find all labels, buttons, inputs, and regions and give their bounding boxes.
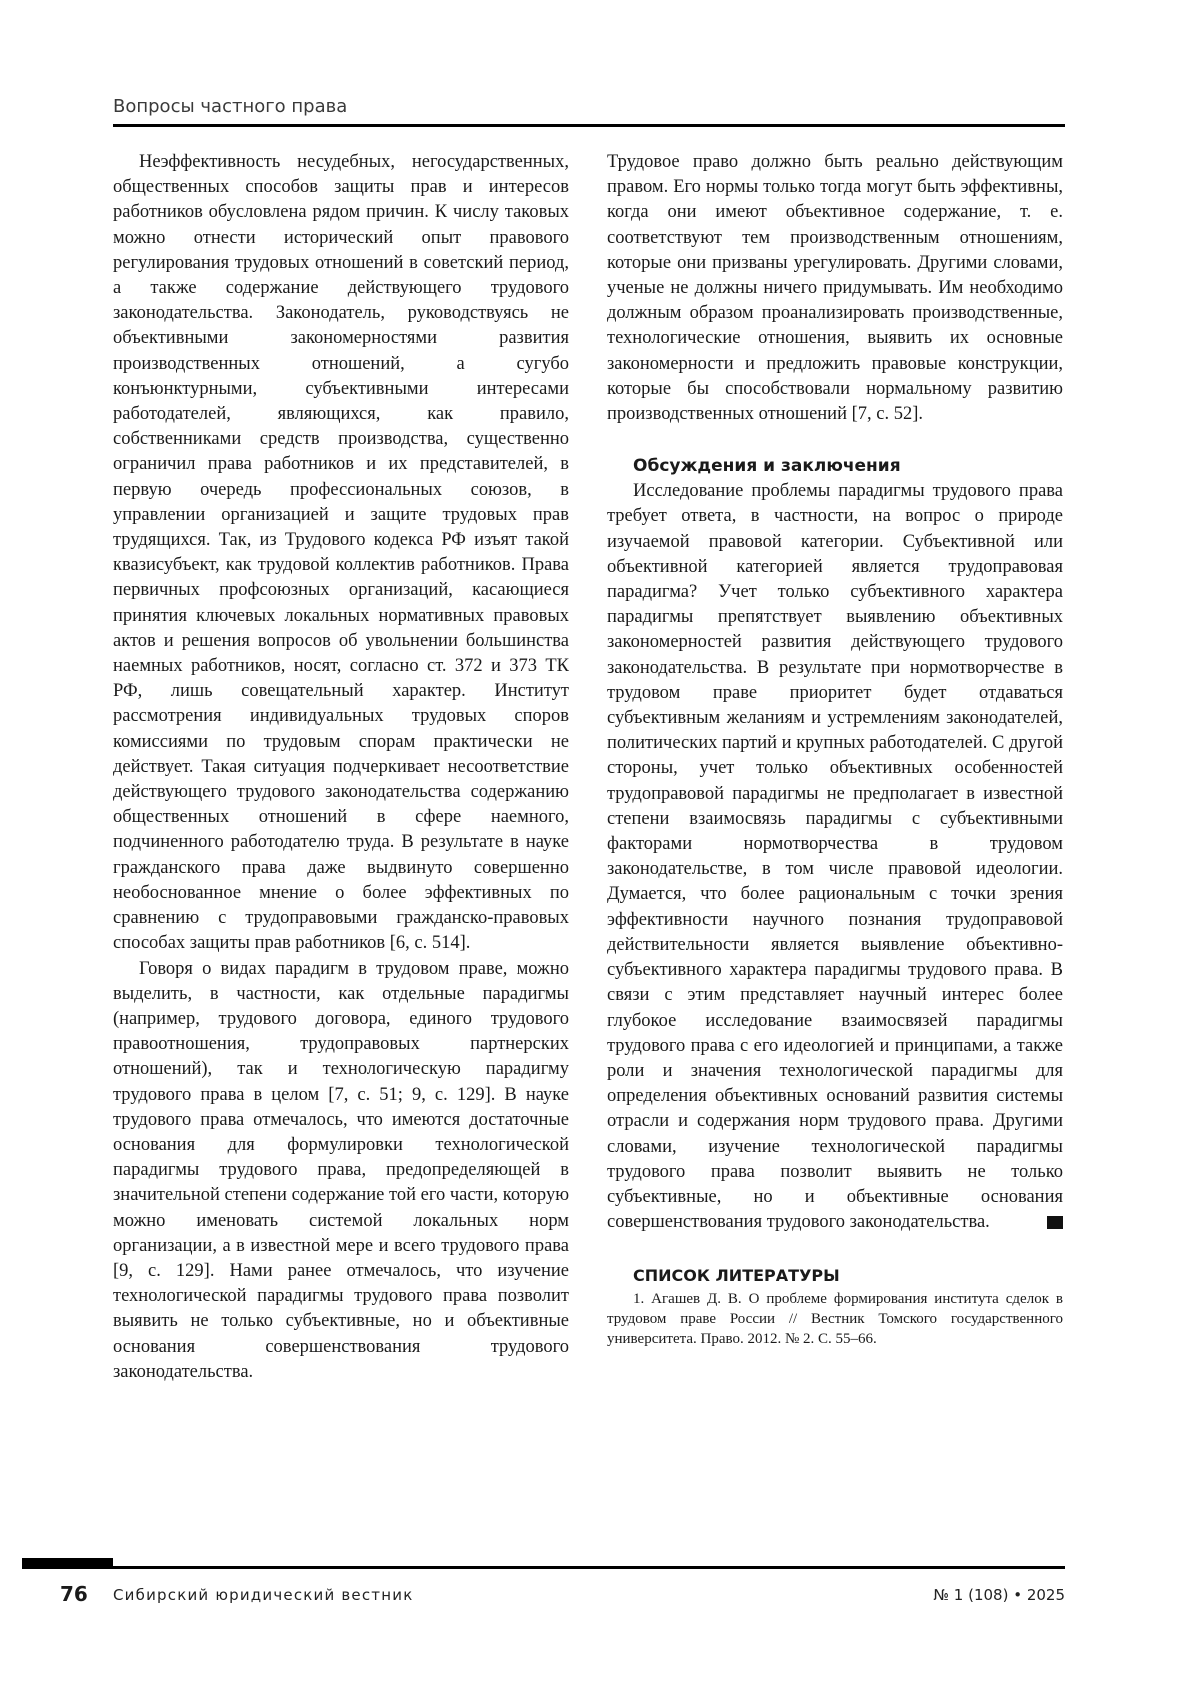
right-column [607,150,1082,1349]
body-paragraph: Трудовое право должно быть реально действующим правом. Его нормы только тогда могут быть эффективны, когда они имеют объективное содержание, т. е. соответствуют тем производственным отношениям, которые они призваны урегулировать. Другими словами, ученые не должны ничего придумывать. Им необходимо должным образом проанализировать производственные, технологические отношения, выявить их основные закономерности и предложить правовые конструкции, которые бы способствовали нормальному развитию производственных отношений [7, с. 52]. [607,152,1063,425]
references-heading: СПИСОК ЛИТЕРАТУРЫ [633,1266,840,1286]
conclusion-text: Исследование проблемы парадигмы трудового права требует ответа, в частности, на вопрос о природе изучаемой правовой категории. Субъективной или объективной категорией является трудоправовая парадигма? Учет только субъективного характера парадигмы препятствует выявлению объективных закономерностей развития действующего трудового законодательства. В результате при нормотворчестве в трудовом праве приоритет будет отдаваться субъективным желаниям и устремлениям законодателей, политических партий и крупных работодателей. С другой стороны, учет только объективных особенностей трудоправовой парадигмы не предполагает в известной степени взаимосвязь парадигмы с субъективными факторами нормотворчества в трудовом законодательстве, в том числе правовой идеологии. Думается, что более рациональным с точки зрения эффективности научного познания трудоправовой действительности является выявление объективно-субъективного характера парадигмы трудового права. В связи с этим представляет научный интерес более глубокое исследование взаимосвязей парадигмы трудового права с его идеологией и принципами, а также роли и значения технологической парадигмы для определения объективных оснований развития системы отрасли и содержания норм трудового права. Другими словами, изучение технологической парадигмы трудового права позволит выявить не только субъективные, но и объективные основания совершенствования трудового законодательства. [607,481,1063,1233]
footer-rule [22,1566,1065,1569]
body-paragraph: Неэффективность несудебных, негосударственных, общественных способов защиты прав и интересов работников обусловлена рядом причин. К числу таковых можно отнести исторический опыт правового регулирования трудовых отношений в советский период, а также содержание действующего трудового законодательства. Законодатель, руководствуясь не объективными закономерностями развития производственных отношений, а сугубо конъюнктурными, субъективными интересами работодателей, являющихся, как правило, собственниками средств производства, существенно ограничил права работников и их представителей, в первую очередь профессиональных союзов, в управлении организацией и защите трудовых прав трудящихся. Так, из Трудового кодекса РФ изъят такой квазисубъект, как трудовой коллектив работников. Права первичных профсоюзных организаций, касающиеся принятия ключевых локальных нормативных правовых актов и решения вопросов об увольнении большинства наемных работников, носят, согласно ст. 372 и 373 ТК РФ, лишь совещательный характер. Институт рассмотрения индивидуальных трудовых споров комиссиями по трудовым спорам практически не действует. Такая ситуация подчеркивает несоответствие действующего трудового законодательства содержанию общественных отношений в сфере наемного, подчиненного работодателю труда. В результате в науке гражданского права даже выдвинуто совершенно необоснованное мнение о более эффективных по сравнению с трудоправовыми гражданско-правовых способах защиты прав работников [6, с. 514]. [113,152,569,954]
end-of-article-icon: SJ [1047,1216,1063,1229]
body-paragraph: Говоря о видах парадигм в трудовом праве, можно выделить, в частности, как отдельные парадигмы (например, трудового договора, единого трудового правоотношения, трудоправовых партнерских отношений), так и технологическую парадигму трудового права в целом [7, с. 51; 9, с. 129]. В науке трудового права отмечалось, что имеются достаточные основания для формулировки технологической парадигмы трудового права, предопределяющей в значительной степени содержание той его части, которую можно именовать системой локальных норм организации, а в известной мере и всего трудового права [9, с. 129]. Нами ранее отмечалось, что изучение технологической парадигмы трудового права позволит выявить не только субъективные, но и объективные основания совершенствования трудового законодательства. [113,958,570,1382]
conclusion-paragraph [607,479,1082,1235]
section-heading: Обсуждения и заключения [633,456,901,477]
issue-number: № 1 (108) • 2025 [933,1586,1065,1604]
left-column [113,150,569,1385]
reference-item: 1. Агашев Д. В. О проблеме формирования института сделок в трудовом праве России // Вестник Томского государственного университета. Право. 2012. № 2. С. 55–66. [607,1291,1063,1348]
running-header: Вопросы частного права [113,96,348,117]
journal-name: Сибирский юридический вестник [113,1586,414,1604]
page-number: 76 [60,1582,88,1606]
header-rule [113,124,1065,127]
